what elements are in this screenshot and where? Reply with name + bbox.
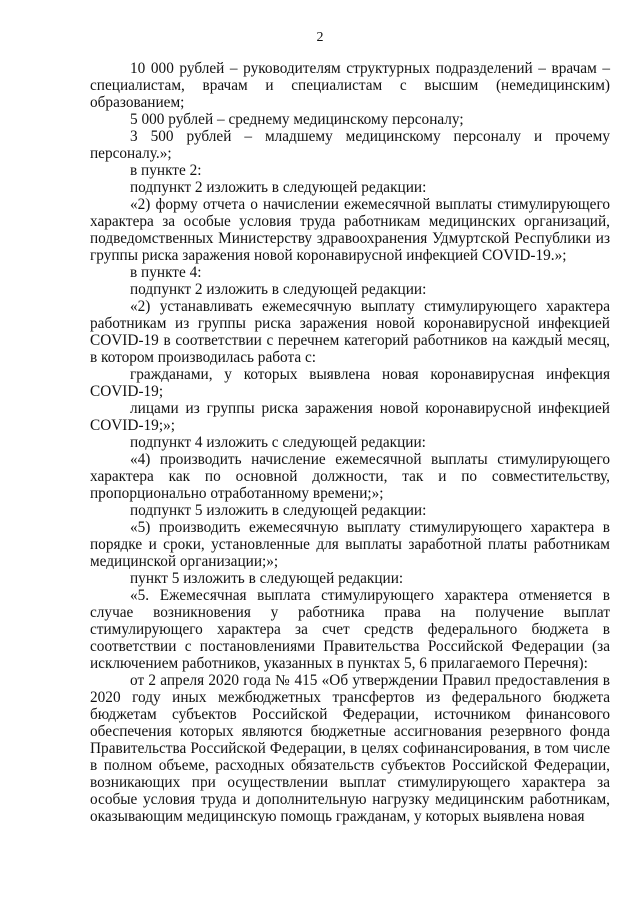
paragraph: в пункте 4: xyxy=(130,264,202,281)
paragraph: подпункт 5 изложить в следующей редакции: xyxy=(130,502,427,519)
paragraph: 3 500 рублей – младшему медицинскому персоналу и прочему персоналу.»; xyxy=(90,128,610,162)
paragraph: «2) устанавливать ежемесячную выплату стимулирующего характера работникам из группы риска заражения новой коронавирусной инфекцией COVID-19 в соответствии с перечнем категорий работников на каждый месяц, в котором производилась работа с: xyxy=(90,298,610,366)
paragraph: подпункт 2 изложить в следующей редакции: xyxy=(130,179,427,196)
paragraph: пункт 5 изложить в следующей редакции: xyxy=(130,570,404,587)
paragraph: «5) производить ежемесячную выплату стимулирующего характера в порядке и сроки, установленные для выплаты заработной платы работникам медицинской организации;»; xyxy=(90,519,610,570)
paragraph: 10 000 рублей – руководителям структурных подразделений – врачам – специалистам, врачам и специалистам с высшим (немедицинским) образованием; xyxy=(90,60,610,111)
paragraph: гражданами, у которых выявлена новая коронавирусная инфекция COVID-19; xyxy=(90,366,610,400)
paragraph: подпункт 2 изложить в следующей редакции: xyxy=(130,281,427,298)
paragraph: в пункте 2: xyxy=(130,162,202,179)
paragraph: 5 000 рублей – среднему медицинскому персоналу; xyxy=(130,111,464,128)
paragraph: лицами из группы риска заражения новой коронавирусной инфекцией COVID-19;»; xyxy=(90,400,610,434)
paragraph: «2) форму отчета о начислении ежемесячной выплаты стимулирующего характера за особые условия труда работникам медицинских организаций, подведомственных Министерству здравоохранения Удмуртской Республики из группы риска заражения новой коронавирусной инфекцией COVID-19.»; xyxy=(90,196,610,264)
paragraph: от 2 апреля 2020 года № 415 «Об утверждении Правил предоставления в 2020 году иных межбюджетных трансфертов из федерального бюджета бюджетам субъектов Российской Федерации, источником финансового обеспечения которых являются бюджетные ассигнования резервного фонда Правительства Российской Федерации, в целях софинансирования, в том числе в полном объеме, расходных обязательств субъектов Российской Федерации, возникающих при осуществлении выплат стимулирующего характера за особые условия труда и дополнительную нагрузку медицинским работникам, оказывающим медицинскую помощь гражданам, у которых выявлена новая xyxy=(90,672,610,825)
paragraph: «4) производить начисление ежемесячной выплаты стимулирующего характера как по основной должности, так и по совместительству, пропорционально отработанному времени;»; xyxy=(90,451,610,502)
paragraph: подпункт 4 изложить с следующей редакции: xyxy=(130,434,426,451)
document-body xyxy=(90,60,610,825)
paragraph: «5. Ежемесячная выплата стимулирующего характера отменяется в случае возникновения у работника права на получение выплат стимулирующего характера за счет средств федерального бюджета в соответствии с постановлениями Правительства Российской Федерации (за исключением работников, указанных в пунктах 5, 6 прилагаемого Перечня): xyxy=(90,587,610,672)
page-number: 2 xyxy=(316,30,324,45)
